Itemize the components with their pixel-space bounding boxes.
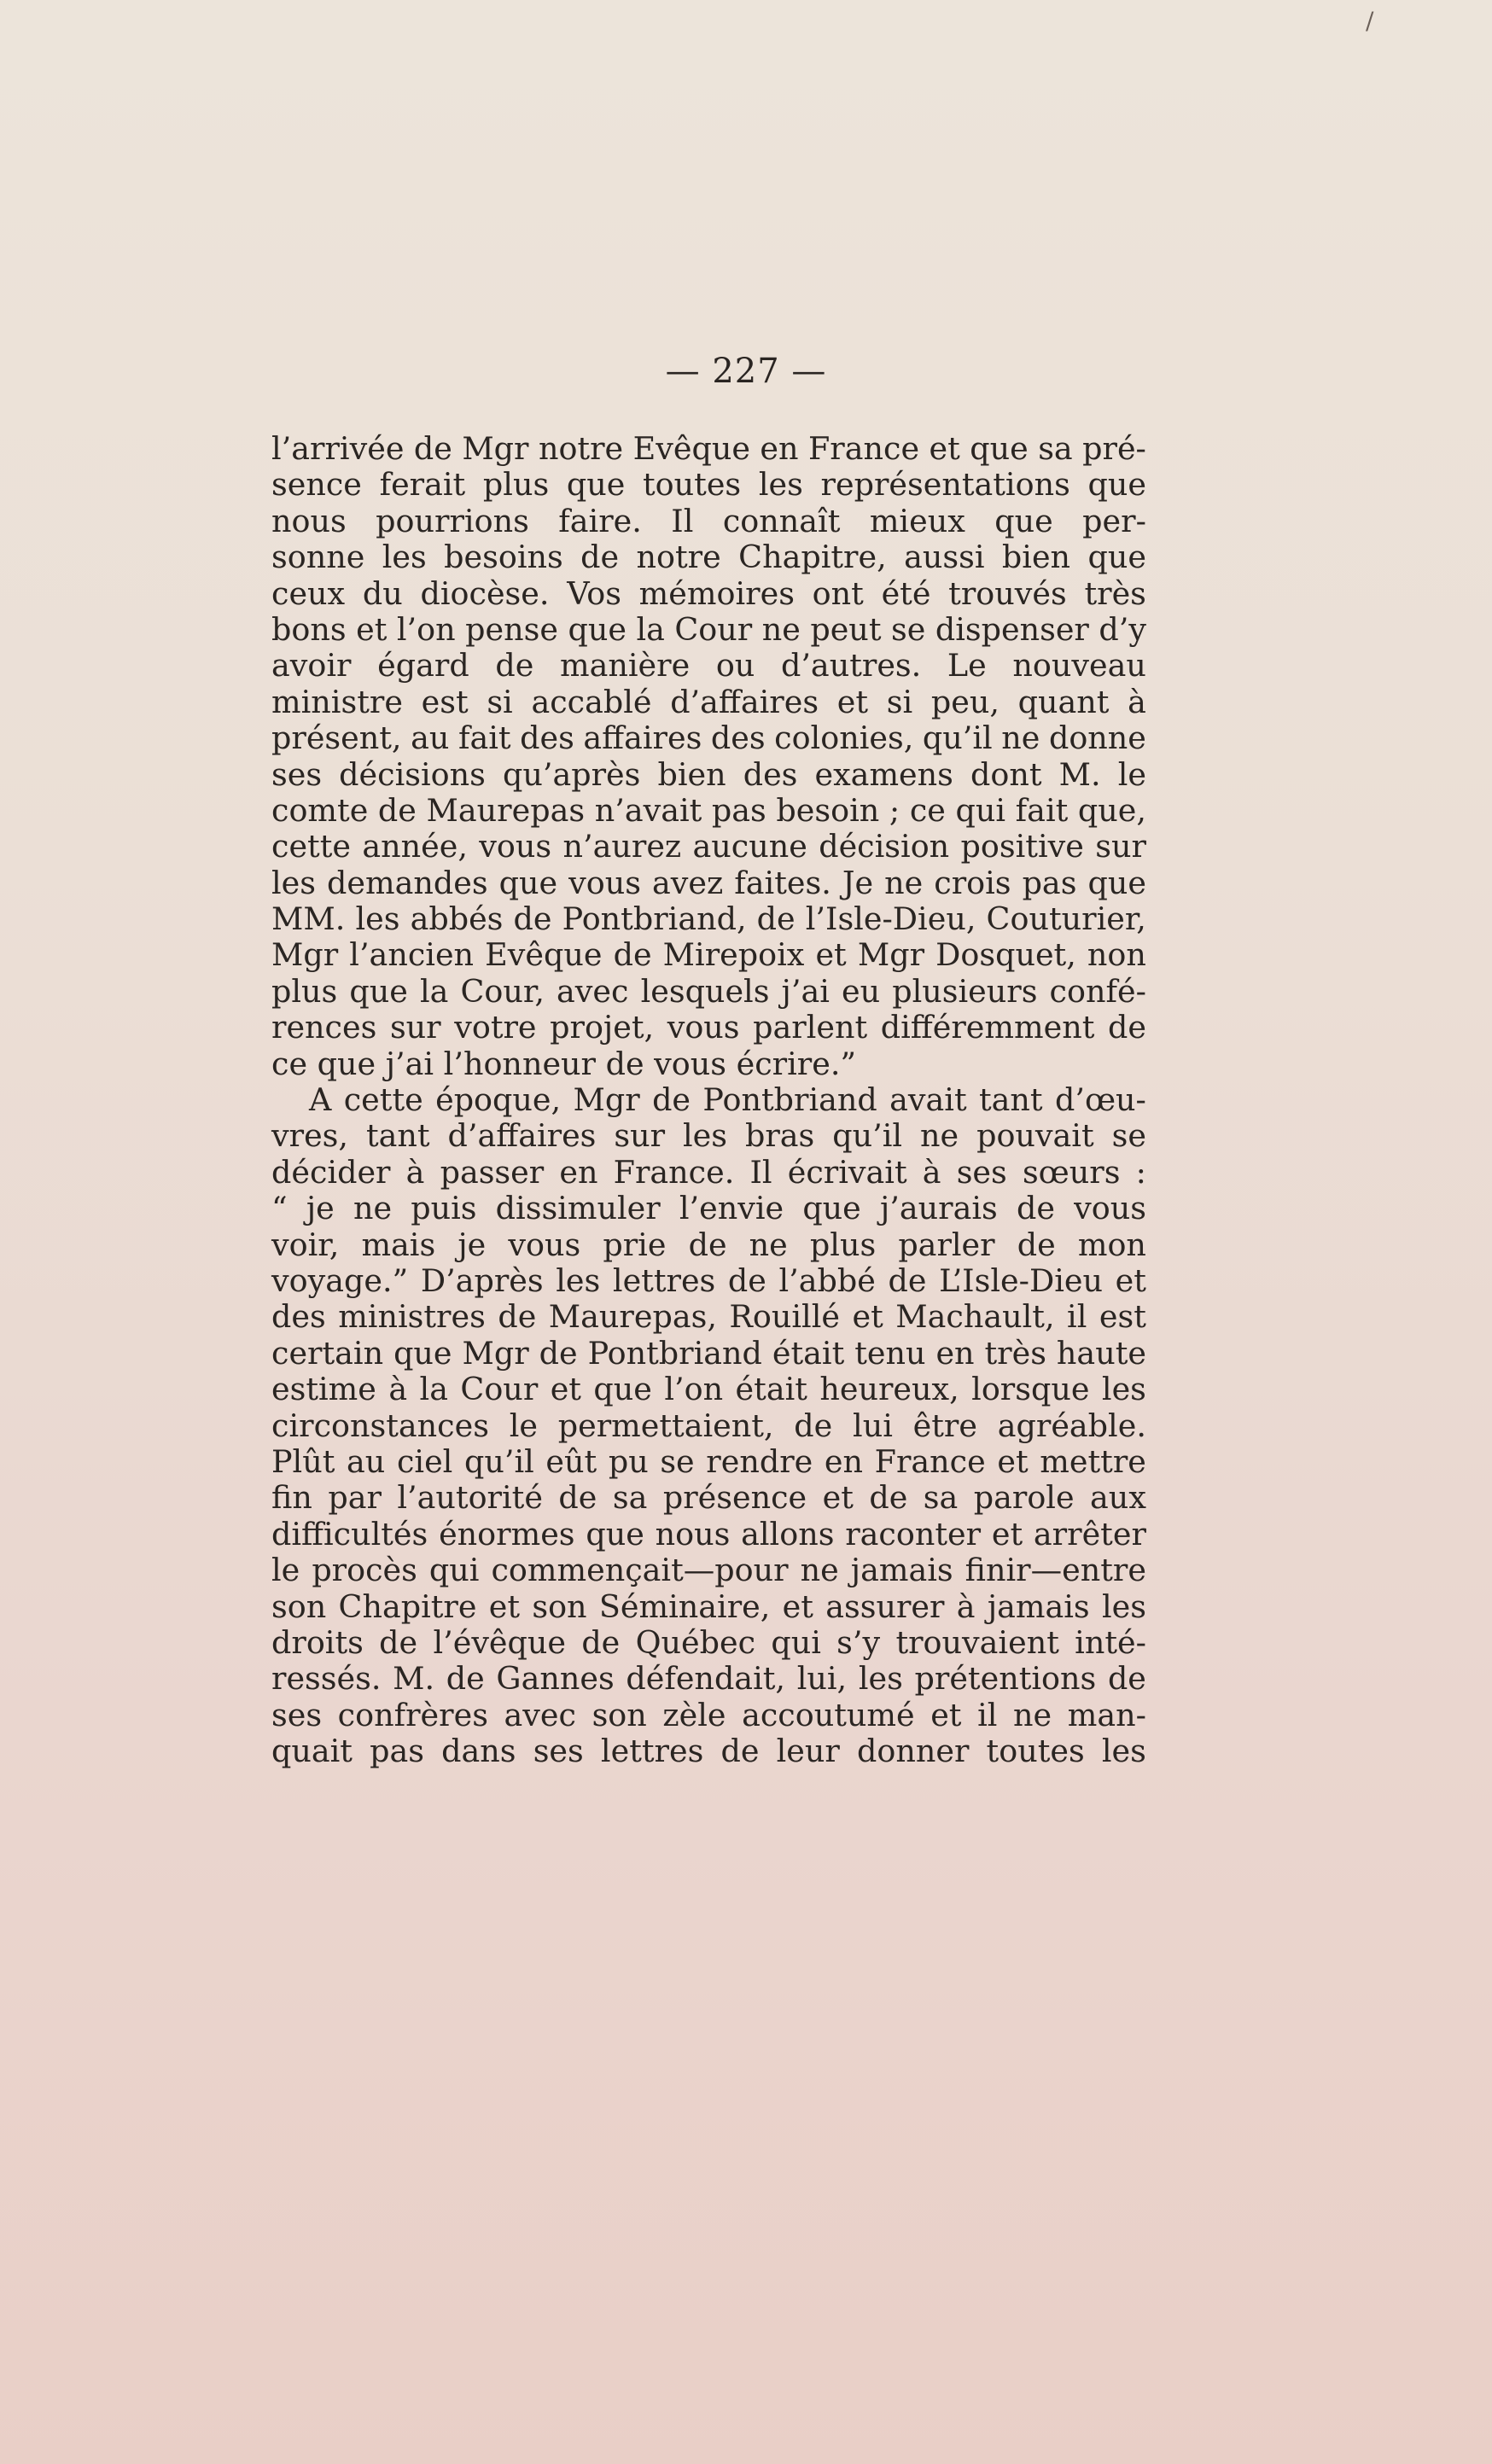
text-line: ceux du diocèse. Vos mémoires ont été trouvés très xyxy=(271,574,1146,612)
text-line: ses décisions qu’après bien des examens dont M. le xyxy=(271,755,1146,793)
text-line: estime à la Cour et que l’on était heureux, lorsque les xyxy=(271,1371,1146,1408)
text-line: son Chapitre et son Séminaire, et assurer à jamais les xyxy=(271,1587,1146,1625)
text-line: rences sur votre projet, vous parlent différemment de xyxy=(271,1009,1146,1046)
text-line: vres, tant d’affaires sur les bras qu’il ne pouvait se xyxy=(271,1117,1146,1155)
text-line: sonne les besoins de notre Chapitre, aussi bien que xyxy=(271,539,1146,576)
text-line: ses confrères avec son zèle accoutumé et il ne man- xyxy=(271,1696,1146,1733)
text-line: nous pourrions faire. Il connaît mieux que per- xyxy=(271,502,1146,539)
text-line: les demandes que vous avez faites. Je ne crois pas que xyxy=(271,864,1146,901)
text-line: difficultés énormes que nous allons raconter et arrêter xyxy=(271,1515,1146,1552)
text-line: MM. les abbés de Pontbriand, de l’Isle-Dieu, Couturier, xyxy=(271,900,1146,938)
corner-mark: / xyxy=(1366,7,1374,35)
text-line: Plût au ciel qu’il eût pu se rendre en France et mettre xyxy=(271,1442,1146,1480)
text-line: ressés. M. de Gannes défendait, lui, les prétentions de xyxy=(271,1660,1146,1698)
text-line: plus que la Cour, avec lesquels j’ai eu plusieurs confé- xyxy=(271,972,1146,1010)
text-line: ce que j’ai l’honneur de vous écrire.” xyxy=(271,1045,857,1082)
text-line: ministre est si accablé d’affaires et si peu, quant à xyxy=(271,683,1146,720)
text-line: sence ferait plus que toutes les représentations que xyxy=(271,466,1146,504)
text-line: comte de Maurepas n’avait pas besoin ; ce qui fait que, xyxy=(271,791,1146,829)
text-line: voyage.” D’après les lettres de l’abbé de L’Isle-Dieu et xyxy=(271,1261,1146,1299)
text-line: quait pas dans ses lettres de leur donner toutes les xyxy=(271,1733,1146,1770)
text-line: Mgr l’ancien Evêque de Mirepoix et Mgr Dosquet, non xyxy=(271,936,1146,974)
text-line: bons et l’on pense que la Cour ne peut se dispenser d’y xyxy=(271,610,1146,648)
text-line: l’arrivée de Mgr notre Evêque en France et que sa pré- xyxy=(271,430,1146,467)
page-number: — 227 — xyxy=(665,352,827,391)
text-line: voir, mais je vous prie de ne plus parler de mon xyxy=(271,1226,1146,1263)
text-line: certain que Mgr de Pontbriand était tenu en très haute xyxy=(271,1334,1146,1372)
text-line: des ministres de Maurepas, Rouillé et Machault, il est xyxy=(271,1298,1146,1336)
body-text xyxy=(271,431,1146,1769)
text-line: cette année, vous n’aurez aucune décision positive sur xyxy=(271,828,1146,865)
text-line: le procès qui commençait—pour ne jamais finir—entre xyxy=(271,1552,1146,1589)
text-line: circonstances le permettaient, de lui être agréable. xyxy=(271,1407,1146,1444)
text-line: présent, au fait des affaires des colonies, qu’il ne donne xyxy=(271,719,1146,757)
text-line: A cette époque, Mgr de Pontbriand avait tant d’œu- xyxy=(309,1081,1146,1119)
text-line: décider à passer en France. Il écrivait à ses sœurs : xyxy=(271,1153,1146,1191)
text-line: avoir égard de manière ou d’autres. Le nouveau xyxy=(271,647,1146,684)
text-line: droits de l’évêque de Québec qui s’y trouvaient inté- xyxy=(271,1623,1146,1661)
text-line: “ je ne puis dissimuler l’envie que j’aurais de vous xyxy=(271,1190,1146,1227)
text-line: fin par l’autorité de sa présence et de sa parole aux xyxy=(271,1479,1146,1517)
